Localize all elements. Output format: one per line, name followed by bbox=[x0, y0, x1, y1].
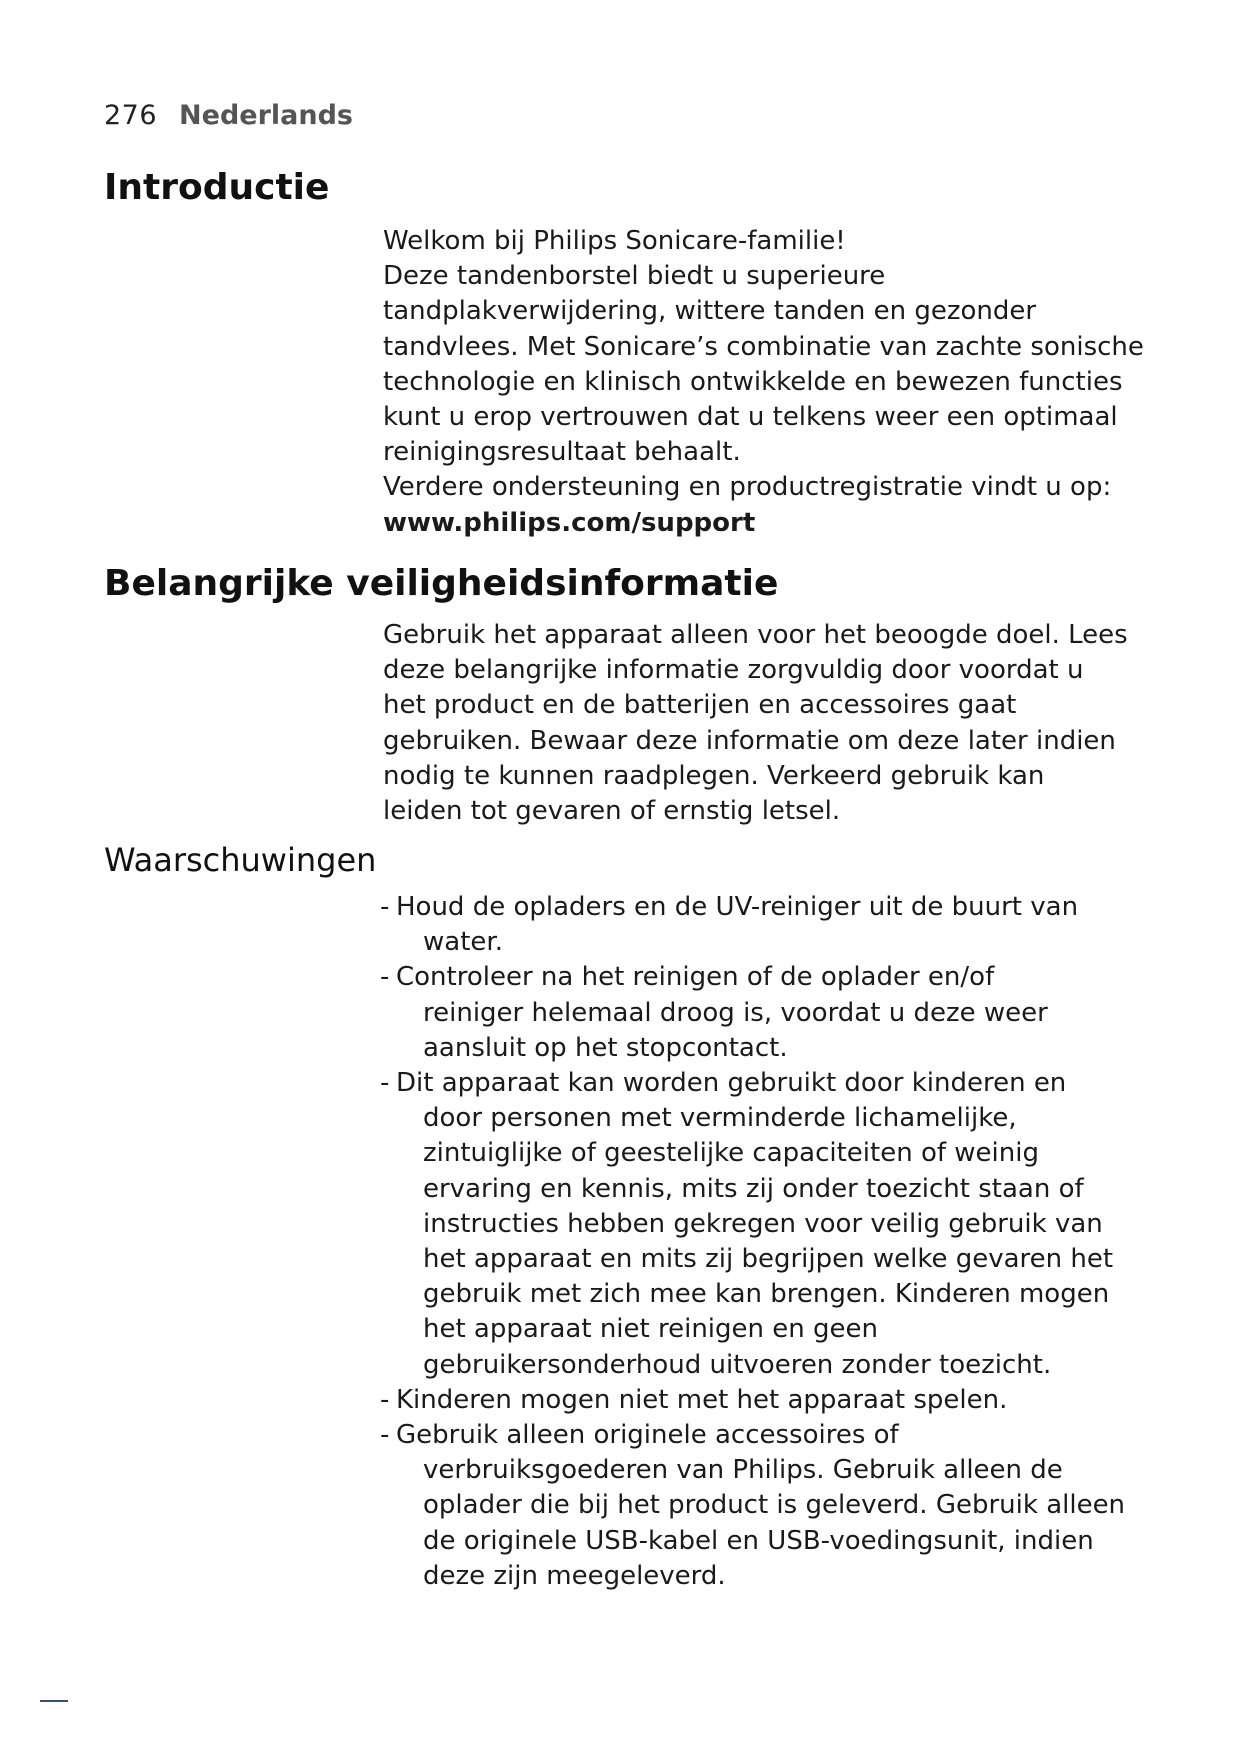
paragraph-line: Deze tandenborstel biedt u superieure bbox=[383, 261, 886, 292]
heading-waarschuwingen: Waarschuwingen bbox=[104, 841, 377, 879]
paragraph-line: Verdere ondersteuning en productregistratie vindt u op: bbox=[383, 472, 1112, 503]
warning-line: Gebruik alleen originele accessoires of bbox=[396, 1420, 899, 1451]
warning-item bbox=[380, 1066, 1170, 1383]
page-language: Nederlands bbox=[179, 100, 354, 131]
corner-mark bbox=[40, 1700, 68, 1702]
warning-line: aansluit op het stopcontact. bbox=[423, 1032, 788, 1063]
warning-line: instructies hebben gekregen voor veilig gebruik van bbox=[423, 1208, 1103, 1239]
warning-item bbox=[380, 1383, 1170, 1418]
warning-line: deze zijn meegeleverd. bbox=[423, 1560, 726, 1591]
warning-line: oplader die bij het product is geleverd. Gebruik alleen bbox=[423, 1490, 1126, 1521]
paragraph-line: nodig te kunnen raadplegen. Verkeerd gebruik kan bbox=[383, 760, 1045, 791]
warning-line: het apparaat en mits zij begrijpen welke gevaren het bbox=[423, 1244, 1114, 1275]
warning-item bbox=[380, 890, 1170, 960]
warning-line: gebruik met zich mee kan brengen. Kinderen mogen bbox=[423, 1279, 1110, 1310]
bullet-dash: - bbox=[380, 1420, 390, 1451]
warning-line: verbruiksgoederen van Philips. Gebruik alleen de bbox=[423, 1455, 1063, 1486]
warning-line: water. bbox=[423, 927, 503, 958]
warning-line: ervaring en kennis, mits zij onder toezicht staan of bbox=[423, 1173, 1084, 1204]
bullet-dash: - bbox=[380, 892, 390, 922]
warning-line: door personen met verminderde lichamelijke, bbox=[423, 1103, 1017, 1134]
heading-veiligheidsinformatie: Belangrijke veiligheidsinformatie bbox=[104, 563, 779, 604]
page-number: 276 bbox=[104, 100, 158, 131]
warnings-list bbox=[380, 890, 1170, 1594]
paragraph-line: tandvlees. Met Sonicare’s combinatie van zachte sonische bbox=[383, 331, 1144, 362]
paragraph-line: Gebruik het apparaat alleen voor het beoogde doel. Lees bbox=[383, 620, 1128, 650]
warning-line: Houd de opladers en de UV-reiniger uit de buurt van bbox=[396, 892, 1079, 922]
warning-line: Kinderen mogen niet met het apparaat spelen. bbox=[396, 1384, 1008, 1415]
introductie-body bbox=[383, 224, 1163, 541]
warning-line: gebruikersonderhoud uitvoeren zonder toezicht. bbox=[423, 1349, 1052, 1380]
warning-item bbox=[380, 1418, 1170, 1594]
paragraph-line: Welkom bij Philips Sonicare-familie! bbox=[383, 226, 846, 256]
veiligheid-body bbox=[383, 618, 1163, 829]
paragraph-line: gebruiken. Bewaar deze informatie om deze later indien bbox=[383, 725, 1116, 756]
warning-line: Dit apparaat kan worden gebruikt door kinderen en bbox=[396, 1068, 1067, 1099]
paragraph-line: tandplakverwijdering, wittere tanden en gezonder bbox=[383, 296, 1037, 327]
bullet-dash: - bbox=[380, 962, 390, 993]
bullet-dash: - bbox=[380, 1384, 390, 1415]
warning-line: zintuiglijke of geestelijke capaciteiten of weinig bbox=[423, 1138, 1039, 1169]
bullet-dash: - bbox=[380, 1068, 390, 1099]
support-link[interactable]: www.philips.com/support bbox=[383, 507, 756, 538]
paragraph-line: deze belangrijke informatie zorgvuldig door voordat u bbox=[383, 655, 1084, 686]
paragraph-line: kunt u erop vertrouwen dat u telkens weer een optimaal bbox=[383, 402, 1118, 433]
warning-line: reiniger helemaal droog is, voordat u deze weer bbox=[423, 997, 1048, 1028]
warning-line: Controleer na het reinigen of de oplader en/of bbox=[396, 962, 995, 993]
paragraph-line: leiden tot gevaren of ernstig letsel. bbox=[383, 796, 841, 827]
warning-line: het apparaat niet reinigen en geen bbox=[423, 1314, 878, 1345]
paragraph-line: reinigingsresultaat behaalt. bbox=[383, 437, 741, 468]
paragraph-line: technologie en klinisch ontwikkelde en bewezen functies bbox=[383, 366, 1123, 397]
page-header bbox=[104, 98, 353, 134]
heading-introductie: Introductie bbox=[104, 167, 330, 208]
paragraph-line: het product en de batterijen en accessoires gaat bbox=[383, 690, 1017, 721]
warning-line: de originele USB-kabel en USB-voedingsunit, indien bbox=[423, 1525, 1094, 1556]
warning-item bbox=[380, 960, 1170, 1066]
